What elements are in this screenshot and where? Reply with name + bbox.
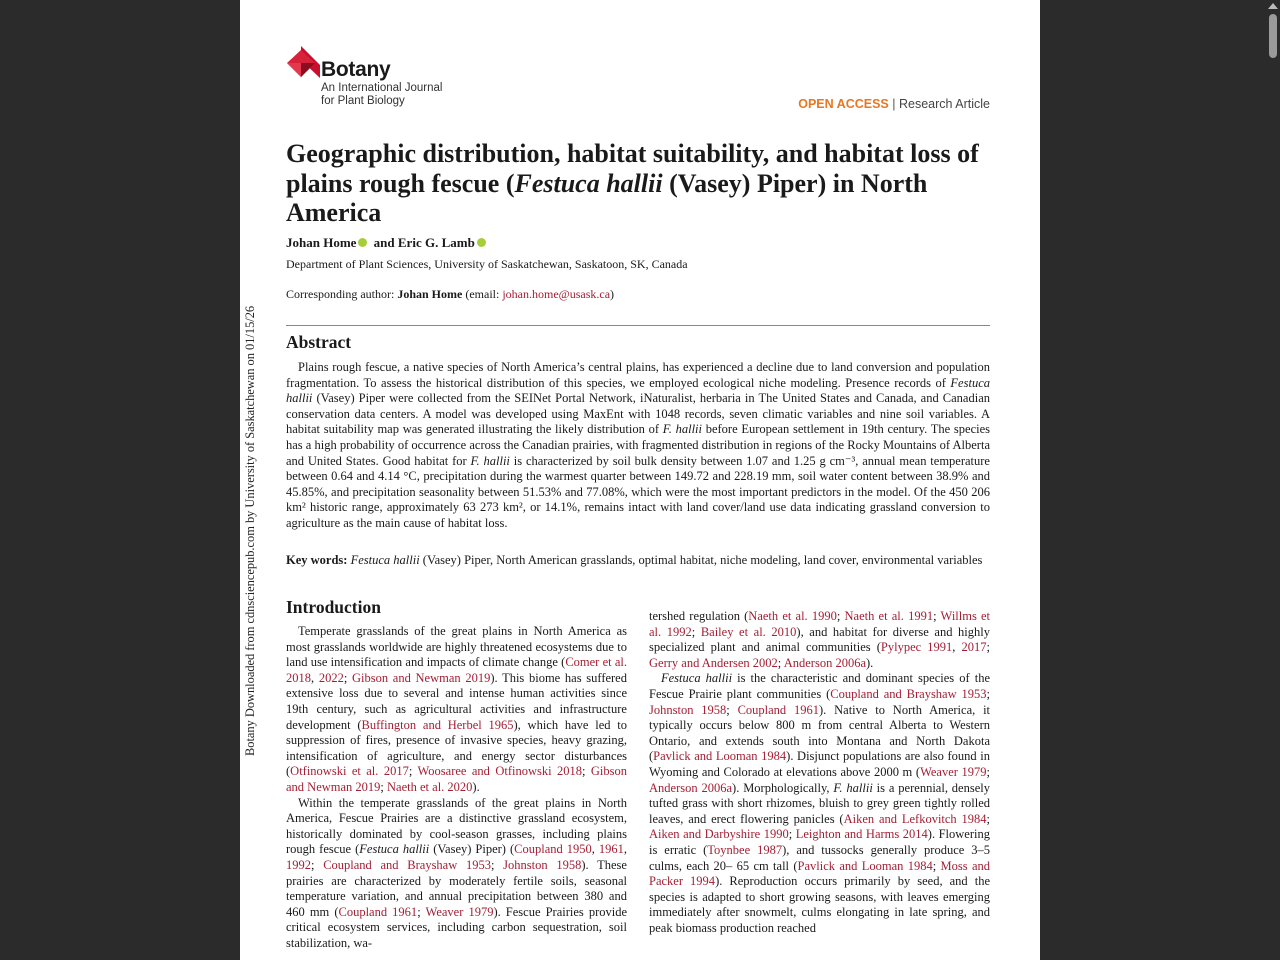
citation-link[interactable]: 1992 xyxy=(286,857,311,872)
citation-link[interactable]: Gibson and Newman 2019 xyxy=(351,670,491,685)
citation-link[interactable]: 1961 xyxy=(598,842,624,857)
citation-link[interactable]: 2017 xyxy=(961,640,987,655)
citation-link[interactable]: Willms et al. 1992 xyxy=(649,609,991,639)
open-access-label: OPEN ACCESS xyxy=(798,97,889,111)
keywords: Key words: Festuca hallii (Vasey) Piper, North American grasslands, optimal habitat, niche modeling, land cover, environmental variables xyxy=(286,553,983,567)
citation-link[interactable]: Gibson and Newman 2019 xyxy=(286,764,627,794)
citation-link[interactable]: Pylypec 1991 xyxy=(880,640,953,655)
citation-link[interactable]: Pavlick and Looman 1984 xyxy=(653,749,787,764)
journal-name: Botany xyxy=(321,58,391,81)
divider xyxy=(286,325,990,326)
introduction-heading: Introduction xyxy=(286,597,381,617)
abstract-heading: Abstract xyxy=(286,332,352,352)
citation-link[interactable]: Anderson 2006a xyxy=(783,655,866,670)
citation-link[interactable]: Buffington and Herbel 1965 xyxy=(361,717,514,732)
article-title: Geographic distribution, habitat suitability, and habitat loss of plains rough fescue (Festuca hallii (Vasey) Piper) in North America xyxy=(286,139,979,227)
citation-link[interactable]: Coupland 1961 xyxy=(338,904,418,919)
text-column-left xyxy=(286,624,627,951)
citation-link[interactable]: Leighton and Harms 2014 xyxy=(795,827,928,842)
affiliation: Department of Plant Sciences, University of Saskatchewan, Saskatoon, SK, Canada xyxy=(286,257,688,271)
paragraph: Festuca hallii is the characteristic and dominant species of the Fescue Prairie plant communities (Coupland and Brayshaw 1953; Johnston 1958; Coupland 1961). Native to North America, it typically occurs below 800 m from central Alberta to Western Ontario, and extends south into Montana and North Dakota (Pavlick and Looman 1984). Disjunct populations are also found in Wyoming and Colorado at elevations above 2000 m (Weaver 1979; Anderson 2006a). Morphologically, F. hallii is a perennial, densely tufted grass with short rhizomes, bluish to grey green tightly rolled leaves, and erect flowering panicles (Aiken and Lefkovitch 1984; Aiken and Darbyshire 1990; Leighton and Harms 2014). Flowering is erratic (Toynbee 1987), and tussocks generally produce 3–5 culms, each 20– 65 cm tall (Pavlick and Looman 1984; Moss and Packer 1994). Reproduction occurs primarily by seed, and the species is adapted to short growing seasons, with leaves emerging immediately after snowmelt, culms elongating in late spring, and peak biomass production reached xyxy=(649,671,991,935)
orcid-icon[interactable] xyxy=(477,238,486,247)
pdf-page xyxy=(240,0,1040,960)
article-type-label: Research Article xyxy=(898,97,990,111)
vertical-scrollbar[interactable] xyxy=(1265,0,1280,960)
author-name[interactable]: Johan Home xyxy=(286,235,357,250)
corresponding-author: Corresponding author: Johan Home (email: johan.home@usask.ca) xyxy=(286,287,615,301)
journal-logo-icon xyxy=(287,46,321,80)
citation-link[interactable]: Weaver 1979 xyxy=(425,904,494,919)
journal-logo xyxy=(287,46,457,112)
citation-link[interactable]: Pavlick and Looman 1984 xyxy=(797,858,933,873)
citation-link[interactable]: Aiken and Darbyshire 1990 xyxy=(649,827,789,842)
download-watermark: Botany Downloaded from cdnsciencepub.com by University of Saskatchewan on 01/15/26 xyxy=(243,305,257,756)
citation-link[interactable]: Anderson 2006a xyxy=(649,780,733,795)
scrollbar-thumb[interactable] xyxy=(1269,14,1277,58)
journal-subtitle-2: for Plant Biology xyxy=(321,95,405,107)
citation-link[interactable]: Coupland and Brayshaw 1953 xyxy=(830,686,987,701)
citation-link[interactable]: Comer et al. 2018 xyxy=(286,655,627,685)
paragraph: Within the temperate grasslands of the great plains in North America, Fescue Prairies are a distinctive grassland ecosystem, historically dominated by cool-season grasses, including plains rough fescue (Festuca hallii (Vasey) Piper) (Coupland 1950, 1961, 1992; Coupland and Brayshaw 1953; Johnston 1958). These prairies are characterized by moderately fertile soils, seasonal temperature variation, and annual precipitation between 380 and 460 mm (Coupland 1961; Weaver 1979). Fescue Prairies provide critical ecosystem services, including carbon sequestration, soil stabilization, wa- xyxy=(286,795,628,950)
citation-link[interactable]: Johnston 1958 xyxy=(649,702,727,717)
paragraph: Temperate grasslands of the great plains in North America as most grasslands worldwide are highly threatened ecosystems due to land use intensification and impacts of climate change (Comer et al. 2018, 2022; Gibson and Newman 2019). This biome has suffered extensive loss due to several and intense human activities since 19th century, such as agricultural activities and infrastructure development (Buffington and Herbel 1965), which have led to suppression of fires, presence of invasive species, heavy grazing, intensification of agriculture, and energy sector disturbances (Otfinowski et al. 2017; Woosaree and Otfinowski 2018; Gibson and Newman 2019; Naeth et al. 2020). xyxy=(286,624,627,794)
text-column-right xyxy=(649,609,990,936)
citation-link[interactable]: Otfinowski et al. 2017 xyxy=(290,764,409,779)
citation-link[interactable]: Aiken and Lefkovitch 1984 xyxy=(843,811,987,826)
citation-link[interactable]: Naeth et al. 1990 xyxy=(748,609,837,623)
article-type xyxy=(798,97,990,111)
scroll-up-arrow-icon[interactable] xyxy=(1268,3,1278,9)
citation-link[interactable]: Naeth et al. 2020 xyxy=(387,779,473,794)
citation-link[interactable]: Johnston 1958 xyxy=(503,857,582,872)
citation-link[interactable]: Coupland and Brayshaw 1953 xyxy=(323,857,491,872)
orcid-icon[interactable] xyxy=(358,238,367,247)
citation-link[interactable]: Woosaree and Otfinowski 2018 xyxy=(417,764,582,779)
citation-link[interactable]: Coupland 1961 xyxy=(737,702,820,717)
paragraph: tershed regulation (Naeth et al. 1990; Naeth et al. 1991; Willms et al. 1992; Bailey et al. 2010), and habitat for diverse and highly specialized plant and animal communities (Pylypec 1991, 2017; Gerry and Andersen 2002; Anderson 2006a). xyxy=(649,609,991,670)
citation-link[interactable]: Gerry and Andersen 2002 xyxy=(649,655,778,670)
author-list: Johan Home and Eric G. Lamb xyxy=(286,235,489,251)
email-link[interactable]: johan.home@usask.ca xyxy=(502,287,611,301)
citation-link[interactable]: Toynbee 1987 xyxy=(707,842,783,857)
citation-link[interactable]: Moss and Packer 1994 xyxy=(649,858,990,889)
article-type-separator: | xyxy=(892,97,896,111)
citation-link[interactable]: 2022 xyxy=(318,670,344,685)
citation-link[interactable]: Naeth et al. 1991 xyxy=(844,609,934,623)
journal-subtitle: An International Journal xyxy=(321,82,443,94)
abstract-text: Plains rough fescue, a native species of North America’s central plains, has experienced a decline due to land conversion and population fragmentation. To assess the historical distribution of this species, we employed ecological niche modeling. Presence records of Festuca hallii (Vasey) Piper were collected from the SEINet Portal Network, iNaturalist, herbaria in The United States and Canada, and Canadian conservation data centers. A model was developed using MaxEnt with 1048 records, seven climatic variables and nine soil variables. A habitat suitability map was generated illustrating the likely distribution of F. hallii before European settlement in 19th century. The species has a high probability of occurrence across the Canadian prairies, with fragmented distribution in regions of the Rocky Mountains of Alberta and United States. Good habitat for F. hallii is characterized by soil bulk density between 1.07 and 1.25 g cm⁻³, annual mean temperature between 0.64 and 4.14 °C, precipitation during the warmest quarter between 149.72 and 228.19 mm, soil water content between 38.9% and 45.85%, and precipitation seasonality between 51.53% and 77.08%, which were the most important predictors in the model. Of the 450 206 km² historic range, approximately 63 273 km², or 14.1%, remains intact with land cover/land use data indicating grassland conversion to agriculture as the main cause of habitat loss. xyxy=(286,360,991,530)
citation-link[interactable]: Coupland 1950 xyxy=(514,842,592,857)
citation-link[interactable]: Weaver 1979 xyxy=(920,764,987,779)
author-name[interactable]: Eric G. Lamb xyxy=(397,235,475,250)
citation-link[interactable]: Bailey et al. 2010 xyxy=(700,624,797,639)
